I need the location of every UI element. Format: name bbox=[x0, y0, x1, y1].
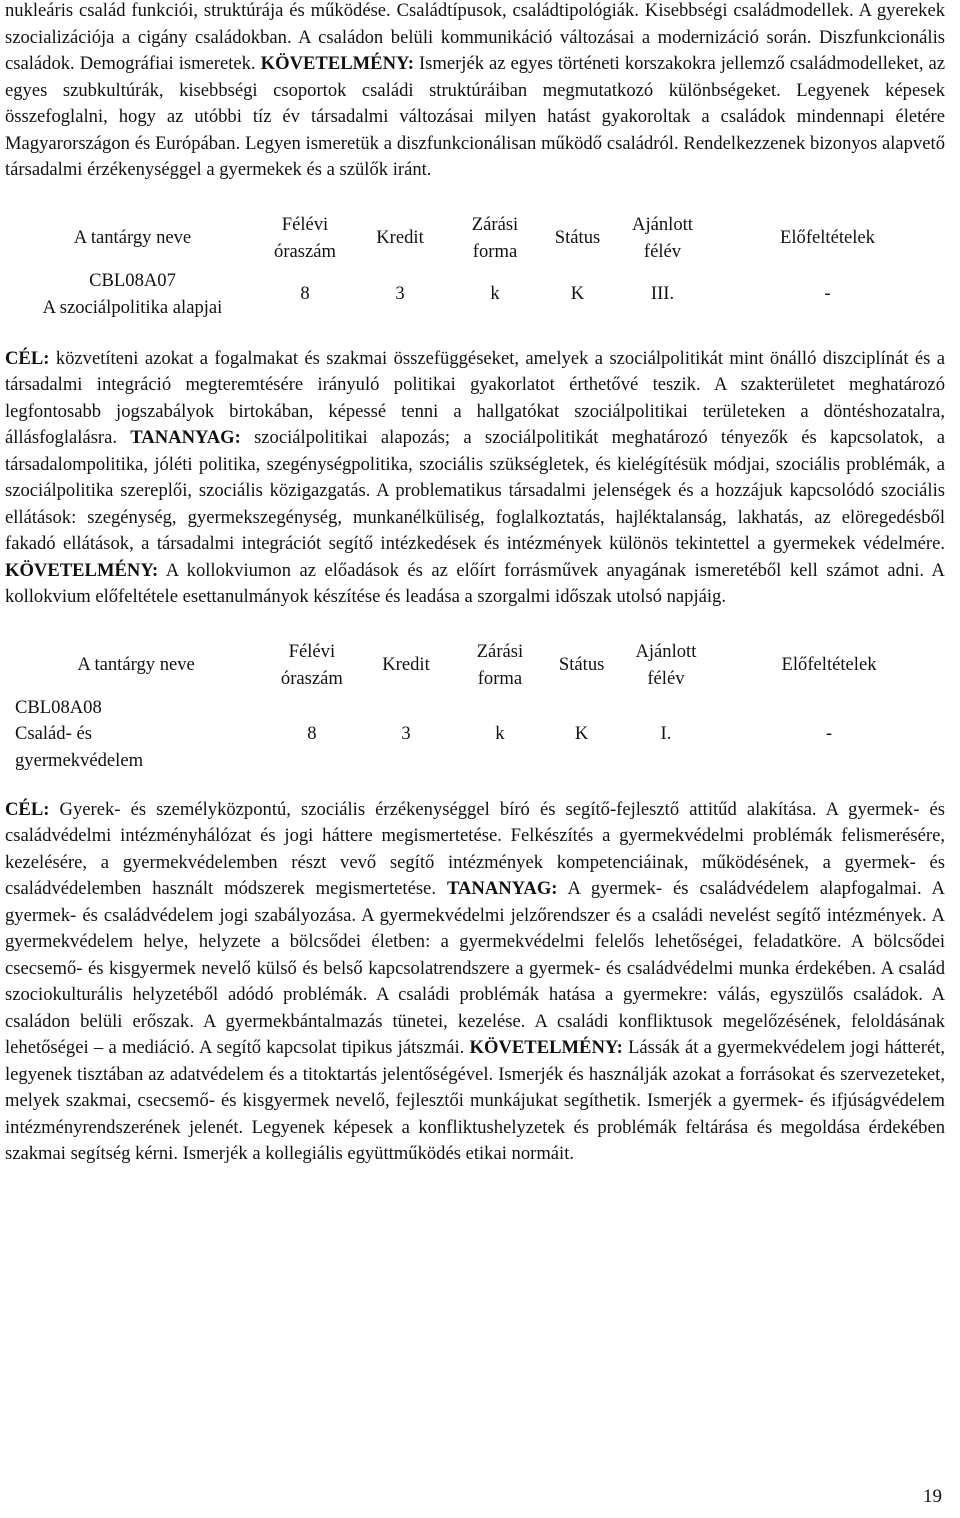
header-exam-form: Zárási forma bbox=[476, 641, 524, 689]
document-page bbox=[5, 0, 945, 1168]
course-status: K bbox=[574, 723, 589, 745]
course-name-cell: CBL08A07 A szociálpolitika alapjai bbox=[42, 270, 223, 318]
page-number: 19 bbox=[923, 1486, 942, 1507]
syllabus-label: TANANYAG: bbox=[130, 427, 241, 448]
course-table-data-row bbox=[5, 268, 945, 322]
course-semester: III. bbox=[650, 283, 675, 305]
course-hours: 8 bbox=[300, 283, 310, 305]
header-semester: Ajánlott félév bbox=[635, 641, 697, 689]
course-prerequisites: - bbox=[824, 283, 831, 305]
intro-text: nukleáris család funkciói, struktúrája és működése. Családtípusok, családtipológiák. Kisebbségi családmodellek. A gyerekek szocializációja a cigány családokban. A családon belüli kommunikáció változásai a modernizáció során. Diszfunkcionális családok. Demográfiai ismeretek. bbox=[5, 0, 945, 74]
course-exam-form: k bbox=[495, 723, 505, 745]
header-course-name: A tantárgy neve bbox=[73, 227, 192, 249]
goal-label: CÉL: bbox=[5, 347, 50, 369]
header-status: Státus bbox=[558, 654, 605, 676]
header-credit: Kredit bbox=[376, 227, 424, 249]
course-hours: 8 bbox=[307, 723, 317, 745]
course-table-cbl08a07 bbox=[5, 210, 945, 322]
header-prerequisites: Előfeltételek bbox=[781, 654, 877, 676]
course-semester: I. bbox=[660, 723, 672, 745]
header-semester: Ajánlott félév bbox=[632, 214, 693, 262]
course-exam-form: k bbox=[490, 283, 500, 305]
header-status: Státus bbox=[554, 227, 601, 249]
header-credit: Kredit bbox=[382, 654, 430, 676]
requirement-label: KÖVETELMÉNY: bbox=[5, 559, 159, 581]
course-credit: 3 bbox=[395, 283, 405, 305]
header-prerequisites: Előfeltételek bbox=[780, 227, 875, 249]
course-prerequisites: - bbox=[825, 723, 833, 745]
course-credit: 3 bbox=[401, 723, 411, 745]
header-hours: Félévi óraszám bbox=[274, 214, 336, 262]
goal-text: Gyerek- és személyközpontú, szociális érzékenységgel bíró és segítő-fejlesztő attitűd alakítása. A gyermek- és családvédelmi intézményhálózat és jogi háttere megismertetése. Felkészítés a gyermekvédelmi problémák felismerésére, kezelésére, a gyermekvédelemben részt vevő segítő intézmények kompetenciáinak, működésének, a gyermek- és családvédelemben használt módszerek megismertetése. bbox=[5, 798, 945, 899]
goal-text: közvetíteni azokat a fogalmakat és szakmai összefüggéseket, amelyek a szociálpolitikát mint önálló diszciplínát és a társadalmi integráció megteremtésére irányuló politikai gyakorlatot érthetővé teszik. A szakterületet meghatározó legfontosabb jogszabályok birtokában, képessé tenni a hallgatókat szociálpolitikai területeken a döntéshozatalra, állásfoglalásra. bbox=[5, 347, 945, 448]
syllabus-text: A gyermek- és családvédelem alapfogalmai. A gyermek- és családvédelem jogi szabályozása. A gyermekvédelmi jelzőrendszer és a családi nevelést segítő intézmények. A gyermekvédelem helye, helyzete a bölcsődei életben: a gyermekvédelmi felelős lehetőségei, feladatköre. A bölcsődei csecsemő- és kisgyermek nevelő külső és belső kapcsolatrendszere a gyermek- és családvédelmi munka érdekében. A család szociokulturális helyzetéből adódó problémák. A családi problémák hatása a gyermekre: válás, egyszülős családok. A családon belüli erőszak. A gyermekbántalmazás tünetei, kezelése. A családi konfliktusok megelőzésének, feloldásának lehetőségei – a mediáció. A segítő kapcsolat tipikus játszmái. bbox=[5, 878, 945, 1058]
course-description-cbl08a07 bbox=[5, 346, 945, 611]
header-course-name: A tantárgy neve bbox=[77, 654, 195, 676]
course-name-cell: CBL08A08 Család- és gyermekvédelem bbox=[15, 696, 144, 771]
requirement-text: A kollokviumon az előadások és az előírt forrásművek anyagának ismeretéből kell számot adni. A kollokvium előfeltétele esettanulmányok készítése és leadása a szorgalmi időszak utolsó napjáig. bbox=[5, 559, 945, 607]
intro-paragraph bbox=[5, 0, 945, 184]
goal-label: CÉL: bbox=[5, 798, 50, 820]
course-description-cbl08a08 bbox=[5, 797, 945, 1168]
header-hours: Félévi óraszám bbox=[280, 641, 343, 689]
course-table-data-row bbox=[5, 695, 945, 775]
course-table-header-row bbox=[5, 210, 945, 268]
syllabus-label: TANANYAG: bbox=[446, 878, 558, 899]
requirement-label: KÖVETELMÉNY: bbox=[469, 1037, 623, 1058]
requirement-text: Lássák át a gyermekvédelem jogi hátterét, legyenek tisztában az adatvédelem és a titoktartás jelentőségével. Ismerjék és használják azokat a forrásokat és szervezeteket, melyek szakmai, csecsemő- és kisgyermek nevelő, fejlesztői munkájukat segíthetik. Ismerjék a gyermek- és ifjúságvédelem intézményrendszerének jelenét. Legyenek képesek a konfliktushelyzetek és problémák feltárása és megoldása érdekében szakmai segítség kérni. Ismerjék a kollegiális együttműködés etikai normáit. bbox=[5, 1037, 946, 1164]
course-status: K bbox=[570, 283, 585, 305]
syllabus-text: szociálpolitikai alapozás; a szociálpolitikát meghatározó tényezők és kapcsolatok, a társadalompolitika, jóléti politika, szegénységpolitika, szociális szükségletek, és kielégítésük módjai, szociális problémák, a szociálpolitika szereplői, szociális közigazgatás. A problematikus társadalmi jelenségek és a hozzájuk kapcsolódó szociális ellátások: szegénység, gyermekszegénység, munkanélküliség, foglalkoztatás, hajléktalanság, lakhatás, az elöregedésből fakadó ellátások, a társadalmi integrációt segítő intézkedések és intézmények különös tekintettel a gyermekek védelmére. bbox=[5, 427, 945, 554]
course-table-cbl08a08 bbox=[5, 637, 945, 775]
requirement-text: Ismerjék az egyes történeti korszakokra jellemző családmodelleket, az egyes szubkultúrák, kisebbségi csoportok családi struktúráiban megmutatkozó különbségeket. Legyenek képesek összefoglalni, hogy az utóbbi tíz év társadalmi változásai milyen hatást gyakoroltak a családok mindennapi életére Magyarországon és Európában. Legyen ismeretük a diszfunkcionálisan működő családról. Rendelkezzenek bizonyos alapvető társadalmi érzékenységgel a gyermekek és a szülők iránt. bbox=[5, 53, 945, 180]
requirement-label: KÖVETELMÉNY: bbox=[260, 53, 414, 74]
course-table-header-row bbox=[5, 637, 945, 695]
header-exam-form: Zárási forma bbox=[471, 214, 519, 262]
